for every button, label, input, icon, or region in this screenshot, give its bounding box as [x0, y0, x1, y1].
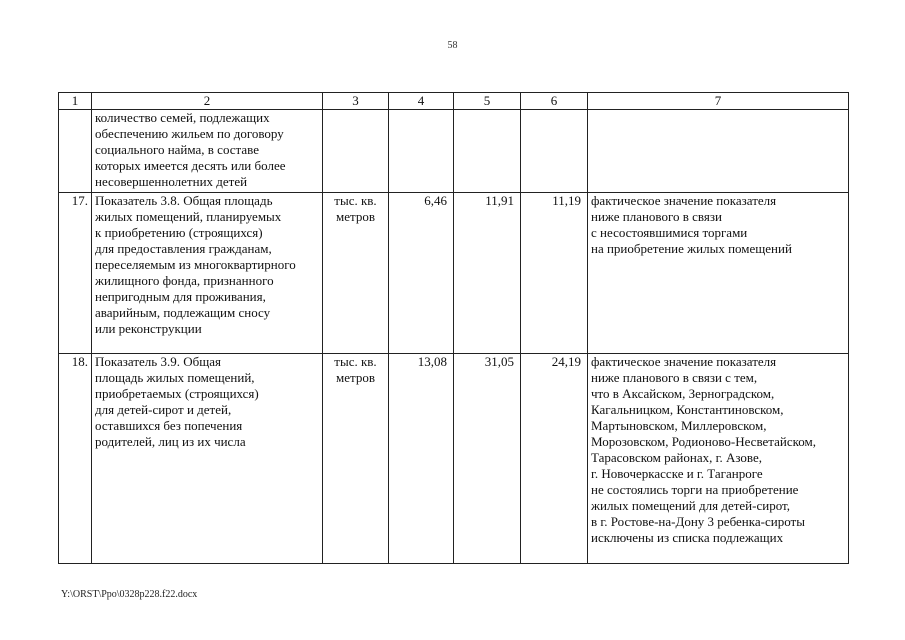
report-table [58, 92, 849, 564]
value-cell: 24,19 [521, 354, 588, 564]
value-cell: 11,19 [521, 193, 588, 354]
table-row [59, 354, 849, 564]
row-number: 18. [59, 354, 92, 564]
file-path-footer: Y:\ORST\Ppo\0328p228.f22.docx [61, 589, 198, 600]
table-row [59, 193, 849, 354]
table-row [59, 110, 849, 193]
unit-cell: тыс. кв. метров [323, 354, 389, 564]
comment-cell [588, 110, 849, 193]
column-header: 7 [588, 93, 849, 110]
unit-cell: тыс. кв. метров [323, 193, 389, 354]
column-header: 2 [92, 93, 323, 110]
unit-cell [323, 110, 389, 193]
indicator-cell: количество семей, подлежащих обеспечению жильем по договору социального найма, в составе которых имеется десять или более несовершеннолетних детей [92, 110, 323, 193]
value-cell: 31,05 [454, 354, 521, 564]
column-header: 5 [454, 93, 521, 110]
table-header-row [59, 93, 849, 110]
column-header: 3 [323, 93, 389, 110]
indicator-cell: Показатель 3.8. Общая площадь жилых помещений, планируемых к приобретению (строящихся) для предоставления гражданам, переселяемым из многоквартирного жилищного фонда, признанного непригодным для проживания, аварийным, подлежащим сносу или реконструкции [92, 193, 323, 354]
value-cell [454, 110, 521, 193]
comment-cell: фактическое значение показателя ниже планового в связи с тем, что в Аксайском, Зерноградском, Кагальницком, Константиновском, Мартыновском, Миллеровском, Морозовском, Родионово-Несветайском, Тарасовском районах, г. Азове, г. Новочеркасске и г. Таганроге не состоялись торги на приобретение жилых помещений для детей-сирот, в г. Ростове-на-Дону 3 ребенка-сироты исключены из списка подлежащих [588, 354, 849, 564]
value-cell: 11,91 [454, 193, 521, 354]
column-header: 4 [389, 93, 454, 110]
value-cell [521, 110, 588, 193]
value-cell [389, 110, 454, 193]
row-number [59, 110, 92, 193]
indicator-cell: Показатель 3.9. Общая площадь жилых помещений, приобретаемых (строящихся) для детей-сирот и детей, оставшихся без попечения родителей, лиц из их числа [92, 354, 323, 564]
page-number: 58 [447, 40, 458, 51]
column-header: 1 [59, 93, 92, 110]
value-cell: 6,46 [389, 193, 454, 354]
value-cell: 13,08 [389, 354, 454, 564]
column-header: 6 [521, 93, 588, 110]
comment-cell: фактическое значение показателя ниже планового в связи с несостоявшимися торгами на приобретение жилых помещений [588, 193, 849, 354]
row-number: 17. [59, 193, 92, 354]
